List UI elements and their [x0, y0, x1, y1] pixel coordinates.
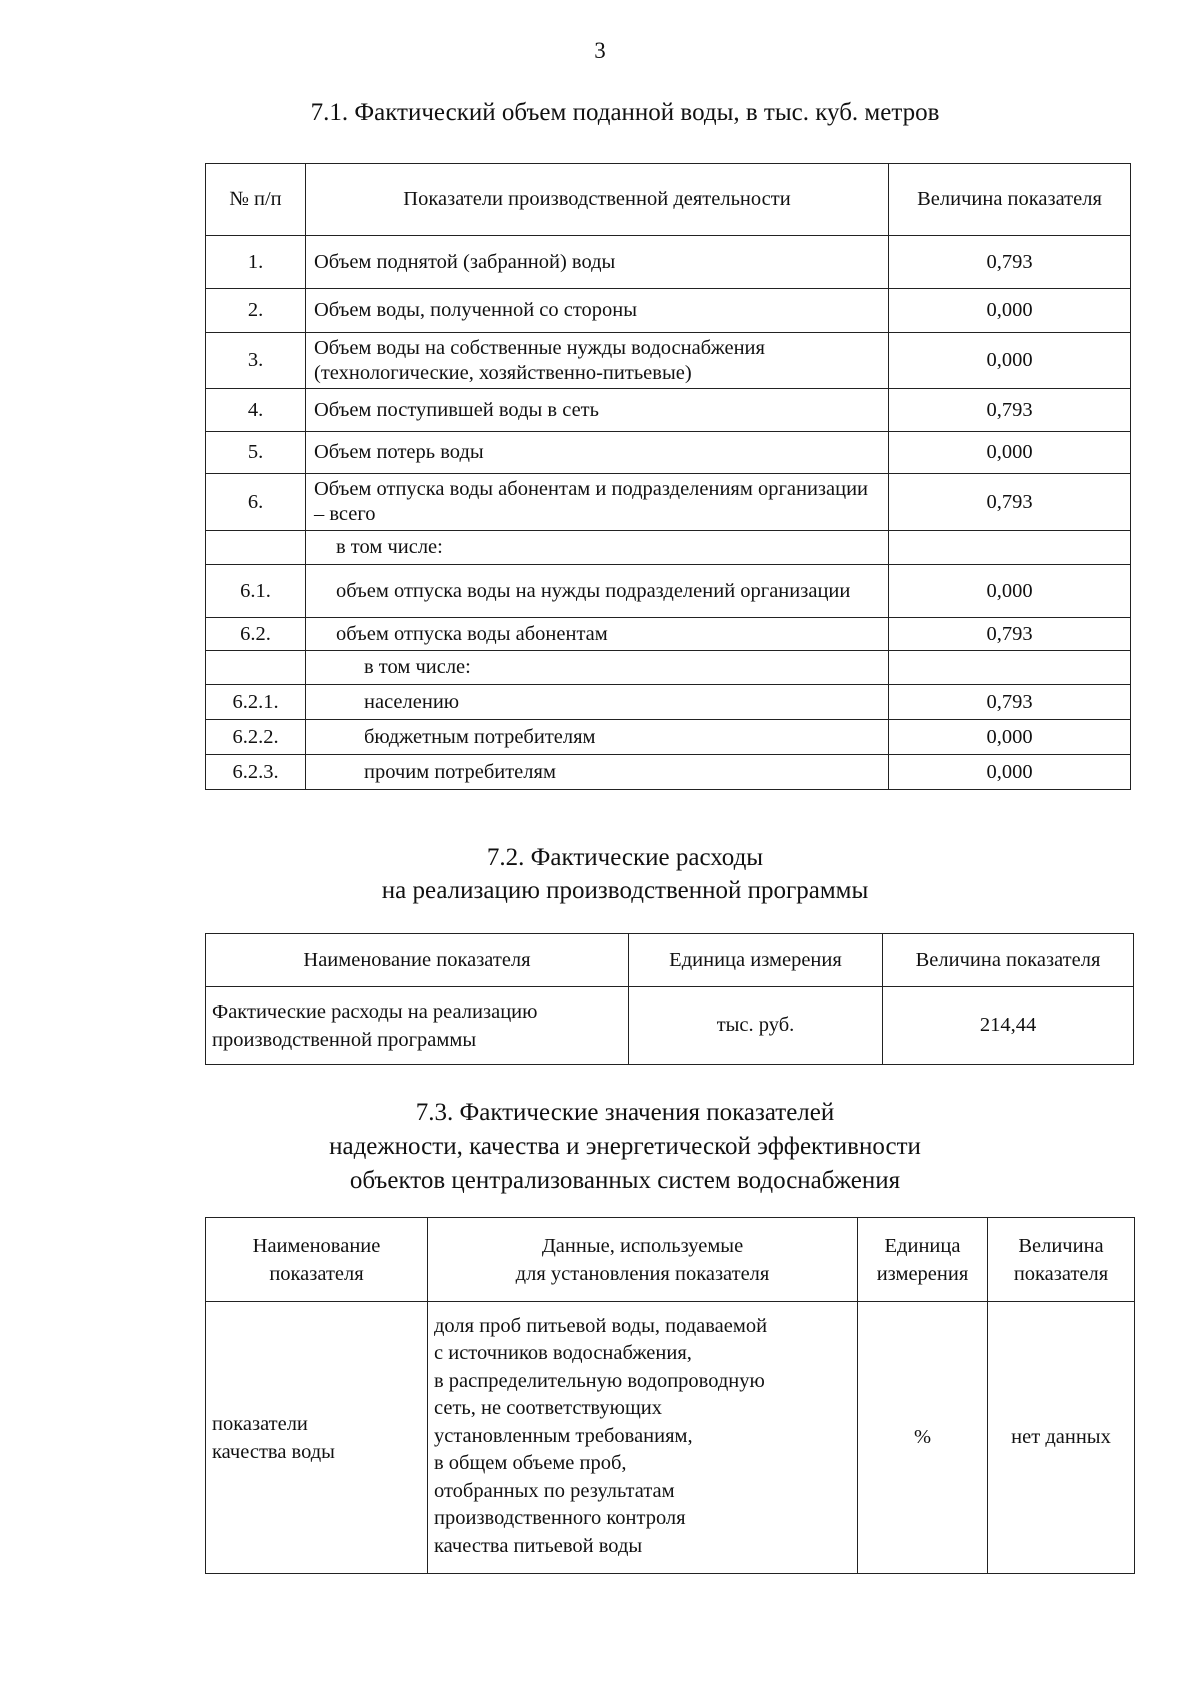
section-7-1-title: 7.1. Фактический объем поданной воды, в тыс. куб. метров	[310, 99, 940, 126]
row-number: 2.	[206, 289, 306, 333]
row-data-line: отобранных по результатам	[434, 1479, 675, 1502]
section-7-3-title-line2: надежности, качества и энергетической эффективности	[329, 1133, 921, 1160]
row-number	[206, 531, 306, 565]
row-name	[206, 1302, 428, 1574]
table-row	[206, 474, 1131, 531]
header-unit: Единица измерения	[629, 934, 883, 987]
table-row	[206, 389, 1131, 432]
header-indicator-name: Наименование показателя	[206, 934, 629, 987]
row-value: 0,793	[889, 236, 1131, 289]
page-number: 3	[594, 38, 606, 63]
row-unit: тыс. руб.	[629, 987, 883, 1065]
header-data-used-line2: для установления показателя	[515, 1262, 770, 1285]
row-name-line2: производственной программы	[212, 1028, 477, 1051]
table-row	[206, 987, 1134, 1065]
header-unit-line1: Единица	[884, 1234, 961, 1257]
section-7-2-title-line2: на реализацию производственной программы	[381, 877, 869, 904]
row-value: 0,793	[889, 389, 1131, 432]
row-data-line: сеть, не соответствующих	[434, 1397, 662, 1420]
row-value: 0,793	[889, 474, 1131, 531]
header-value: Величина показателя	[889, 164, 1131, 236]
row-data-line: с источников водоснабжения,	[434, 1342, 692, 1365]
row-data-line: в общем объеме проб,	[434, 1452, 627, 1475]
table-row	[206, 289, 1131, 333]
header-indicator-name-line1: Наименование	[252, 1234, 381, 1257]
section-7-3-title-line1: 7.3. Фактические значения показателей	[415, 1099, 835, 1126]
header-value-line1: Величина	[1018, 1234, 1104, 1257]
row-data-line: доля проб питьевой воды, подаваемой	[434, 1314, 768, 1337]
row-name: Объем отпуска воды абонентам и подразделениям организации – всего	[306, 474, 889, 531]
table-row	[206, 618, 1131, 651]
row-name: прочим потребителям	[306, 755, 889, 790]
header-unit-line2: измерения	[876, 1262, 969, 1285]
table-row	[206, 565, 1131, 618]
row-name-line2: качества воды	[212, 1440, 335, 1463]
row-value: 0,793	[889, 685, 1131, 720]
header-indicator-name	[206, 1218, 428, 1302]
header-indicator-name-line2: показателя	[269, 1262, 364, 1285]
row-value: 0,000	[889, 289, 1131, 333]
header-unit	[858, 1218, 988, 1302]
header-data-used-line1: Данные, используемые	[541, 1234, 744, 1257]
table-row	[206, 1302, 1135, 1574]
row-data-line: установленным требованиям,	[434, 1424, 693, 1447]
row-name: Объем поступившей воды в сеть	[306, 389, 889, 432]
row-value: 0,000	[889, 720, 1131, 755]
row-value: 0,000	[889, 755, 1131, 790]
row-number: 6.	[206, 474, 306, 531]
header-indicator: Показатели производственной деятельности	[306, 164, 889, 236]
row-name: объем отпуска воды абонентам	[306, 618, 889, 651]
row-data-line: в распределительную водопроводную	[434, 1369, 765, 1392]
expenses-table	[205, 933, 1134, 1065]
table-header-row	[206, 164, 1131, 236]
row-number: 6.2.1.	[206, 685, 306, 720]
row-value: 0,000	[889, 333, 1131, 389]
row-name: Объем воды на собственные нужды водоснабжения (технологические, хозяйственно-питьевые)	[306, 333, 889, 389]
header-value-line2: показателя	[1013, 1262, 1109, 1285]
row-number	[206, 651, 306, 685]
row-name-line1: показатели	[212, 1412, 308, 1435]
row-value: 0,000	[889, 565, 1131, 618]
table-row	[206, 755, 1131, 790]
row-name: Объем воды, полученной со стороны	[306, 289, 889, 333]
table-row	[206, 651, 1131, 685]
table-header-row	[206, 1218, 1135, 1302]
row-name: объем отпуска воды на нужды подразделений организации	[306, 565, 889, 618]
row-number: 6.2.	[206, 618, 306, 651]
table-row	[206, 720, 1131, 755]
row-name-line1: Фактические расходы на реализацию	[212, 1000, 538, 1023]
section-7-3-title-line3: объектов централизованных систем водоснабжения	[349, 1167, 901, 1194]
row-number: 1.	[206, 236, 306, 289]
row-name: Объем поднятой (забранной) воды	[306, 236, 889, 289]
row-name: населению	[306, 685, 889, 720]
row-value: 0,000	[889, 432, 1131, 474]
table-row	[206, 531, 1131, 565]
row-number: 3.	[206, 333, 306, 389]
row-name	[206, 987, 629, 1065]
row-data-used	[428, 1302, 858, 1574]
row-name: бюджетным потребителям	[306, 720, 889, 755]
row-number: 6.2.2.	[206, 720, 306, 755]
row-unit: %	[858, 1302, 988, 1574]
header-value	[988, 1218, 1135, 1302]
header-data-used	[428, 1218, 858, 1302]
water-volume-table	[205, 163, 1131, 790]
row-data-line: качества питьевой воды	[434, 1534, 643, 1557]
row-value	[889, 531, 1131, 565]
row-number: 4.	[206, 389, 306, 432]
row-name: в том числе:	[306, 651, 889, 685]
row-name: в том числе:	[306, 531, 889, 565]
quality-indicators-table	[205, 1217, 1135, 1574]
table-row	[206, 236, 1131, 289]
table-row	[206, 333, 1131, 389]
header-value: Величина показателя	[883, 934, 1134, 987]
row-number: 5.	[206, 432, 306, 474]
header-number: № п/п	[206, 164, 306, 236]
row-value: 0,793	[889, 618, 1131, 651]
row-number: 6.1.	[206, 565, 306, 618]
row-value: 214,44	[883, 987, 1134, 1065]
row-number: 6.2.3.	[206, 755, 306, 790]
row-data-line: производственного контроля	[434, 1507, 686, 1530]
table-row	[206, 685, 1131, 720]
table-header-row	[206, 934, 1134, 987]
row-value: нет данных	[988, 1302, 1135, 1574]
table-row	[206, 432, 1131, 474]
row-value	[889, 651, 1131, 685]
row-name: Объем потерь воды	[306, 432, 889, 474]
section-7-2-title-line1: 7.2. Фактические расходы	[486, 844, 764, 871]
